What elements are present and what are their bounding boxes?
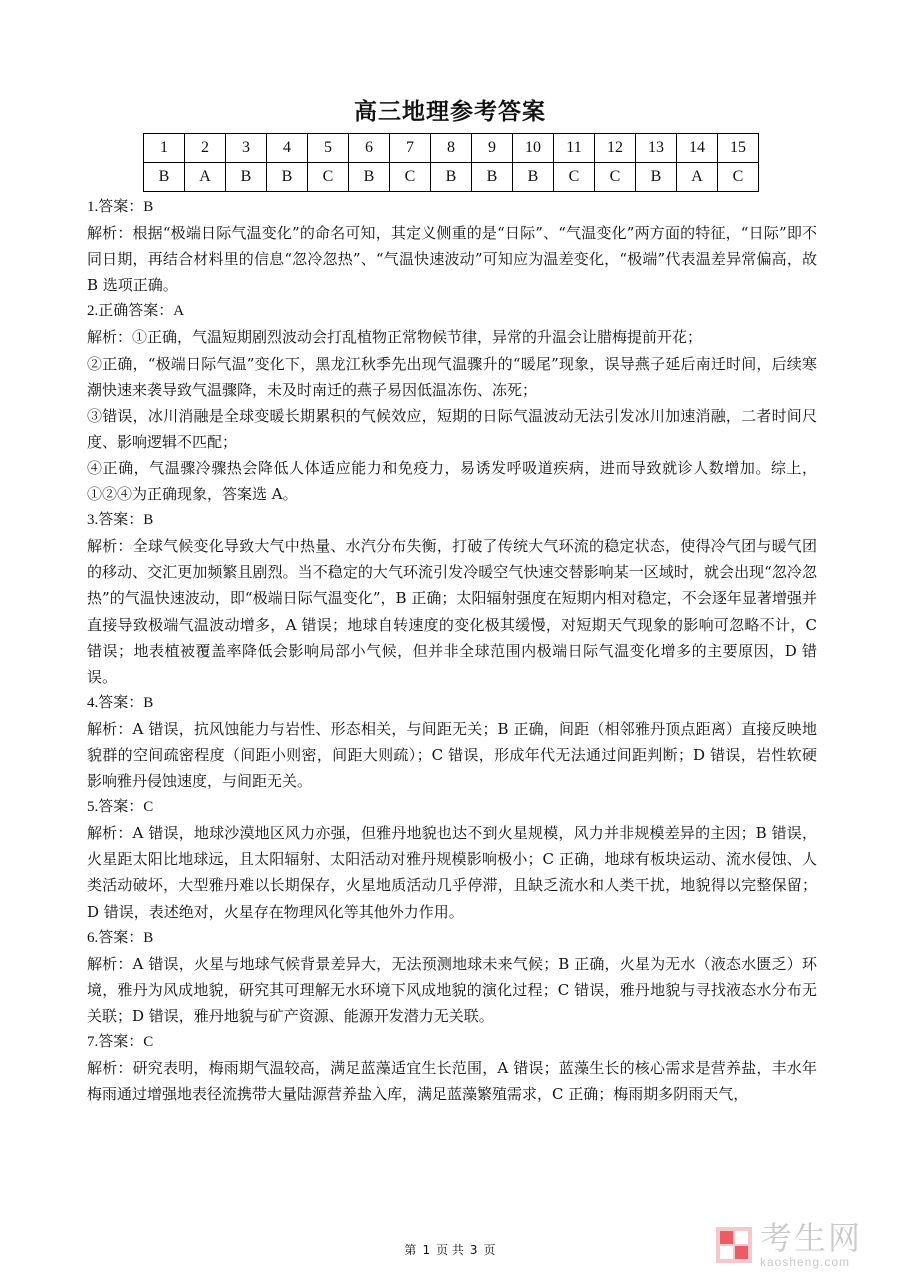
explanation-paragraph: 解析：①正确，气温短期剧烈波动会打乱植物正常物候节律，异常的升温会让腊梅提前开花；: [87, 328, 703, 347]
answer-table-answer-row: [144, 163, 759, 192]
explanation-paragraph: 解析：研究表明，梅雨期气温较高，满足蓝藻适宜生长范围，A 错误；蓝藻生长的核心需求是营养盐，丰水年梅雨通过增强地表径流携带大量陆源营养盐入库，满足蓝藻繁殖需求，C 正确；梅雨期多阴雨天气，: [87, 1059, 817, 1104]
footer-prefix: 第: [404, 1243, 417, 1257]
answer-table-question-number: 7: [390, 134, 431, 163]
answer-table-answer-cell: B: [267, 163, 308, 192]
explanation-paragraph: 解析：全球气候变化导致大气中热量、水汽分布失衡，打破了传统大气环流的稳定状态，使得冷气团与暖气团的移动、交汇更加频繁且剧烈。当不稳定的大气环流引发冷暖空气快速交替影响某一区域时，就会出现“忽冷忽热”的气温快速波动，即“极端日际气温变化”，B 正确；太阳辐射强度在短期内相对稳定，不会逐年显著增强并直接导致极端气温波动增多，A 错误；地球自转速度的变化极其缓慢，对短期天气现象的影响可忽略不计，C 错误；地表植被覆盖率降低会影响局部小气候，但并非全球范围内极端日际气温变化增多的主要原因，D 错误。: [87, 537, 817, 686]
answer-line: 5.答案：C: [87, 799, 154, 816]
answer-table-question-number: 6: [349, 134, 390, 163]
answer-line: 6.答案：B: [87, 929, 154, 946]
watermark-cn-text: 考生网: [760, 1219, 863, 1257]
answer-table-question-number: 13: [636, 134, 677, 163]
answer-table-question-number: 3: [226, 134, 267, 163]
answer-table-question-number: 5: [308, 134, 349, 163]
answer-table-header-row: [144, 134, 759, 163]
footer-mid: 页 共: [436, 1243, 464, 1257]
answer-table-answer-cell: B: [349, 163, 390, 192]
answer-table-answer-cell: C: [308, 163, 349, 192]
kaosheng-logo-icon: [714, 1225, 754, 1265]
answer-table-question-number: 12: [595, 134, 636, 163]
explanation-paragraph: 解析：A 错误，火星与地球气候背景差异大，无法预测地球未来气候；B 正确，火星为无水（液态水匮乏）环境，雅丹为风成地貌，研究其可理解无水环境下风成地貌的演化过程；C 错误，雅丹地貌与寻找液态水分布无关联；D 错误，雅丹地貌与矿产资源、能源开发潜力无关联。: [87, 954, 817, 1025]
footer-total-pages: 3: [469, 1243, 478, 1257]
answer-table-answer-cell: C: [718, 163, 759, 192]
answer-table-answer-cell: A: [677, 163, 718, 192]
footer-page-number: 1: [422, 1243, 431, 1257]
answer-table-answer-cell: B: [431, 163, 472, 192]
answer-line: 7.答案：C: [87, 1034, 154, 1050]
answer-table-answer-cell: C: [390, 163, 431, 192]
answer-table-question-number: 15: [718, 134, 759, 163]
answer-table-question-number: 14: [677, 134, 718, 163]
watermark-logo: [714, 1219, 890, 1269]
explanation-paragraph: ④正确，气温骤冷骤热会降低人体适应能力和免疫力，易诱发呼吸道疾病，进而导致就诊人数增加。综上，①②④为正确现象，答案选 A。: [87, 458, 817, 504]
answer-table-answer-cell: B: [226, 163, 267, 192]
answer-table-answer-cell: B: [513, 163, 554, 192]
answer-table-answer-cell: B: [472, 163, 513, 192]
explanation-paragraph: ②正确，“极端日际气温”变化下，黑龙江秋季先出现气温骤升的“暖尾”现象，误导燕子延后南迁时间，后续寒潮快速来袭导致气温骤降，未及时南迁的燕子易因低温冻伤、冻死；: [87, 354, 817, 399]
explanation-paragraph: 解析：根据“极端日际气温变化”的命名可知，其定义侧重的是“日际”、“气温变化”两方面的特征，“日际”即不同日期，再结合材料里的信息“忽冷忽热”、“气温快速波动”可知应为温差变化，“极端”代表温差异常偏高，故 B 选项正确。: [87, 224, 817, 295]
watermark-en-text: kaosheng.com: [760, 1255, 851, 1269]
answer-line: 3.答案：B: [87, 512, 154, 529]
answer-explanations: [87, 194, 817, 1107]
answer-line: 1.答案：B: [87, 199, 154, 215]
explanation-paragraph: ③错误，冰川消融是全球变暖长期累积的气候效应，短期的日际气温波动无法引发冰川加速消融，二者时间尺度、影响逻辑不匹配；: [87, 406, 817, 451]
answer-table-question-number: 11: [554, 134, 595, 163]
answer-line: 2.正确答案：A: [87, 303, 185, 320]
answer-line: 4.答案：B: [87, 694, 154, 711]
answer-table-answer-cell: C: [595, 163, 636, 192]
footer-suffix: 页: [483, 1243, 496, 1257]
answer-table-question-number: 2: [185, 134, 226, 163]
explanation-paragraph: 解析：A 错误，抗风蚀能力与岩性、形态相关，与间距无关；B 正确，间距（相邻雅丹顶点距离）直接反映地貌群的空间疏密程度（间距小则密，间距大则疏）；C 错误，形成年代无法通过间距判断；D 错误，岩性软硬影响雅丹侵蚀速度，与间距无关。: [87, 719, 817, 791]
explanation-paragraph: 解析：A 错误，地球沙漠地区风力亦强，但雅丹地貌也达不到火星规模，风力并非规模差异的主因；B 错误，火星距太阳比地球远，且太阳辐射、太阳活动对雅丹规模影响极小；C 正确，地球有板块运动、流水侵蚀、人类活动破坏，大型雅丹难以长期保存，火星地质活动几乎停滞，且缺乏流水和人类干扰，地貌得以完整保留；D 错误，表述绝对，火星存在物理风化等其他外力作用。: [87, 824, 817, 921]
answer-table-answer-cell: A: [185, 163, 226, 192]
answer-table-answer-cell: C: [554, 163, 595, 192]
answer-table-question-number: 10: [513, 134, 554, 163]
answer-table-question-number: 9: [472, 134, 513, 163]
answer-table-question-number: 1: [144, 134, 185, 163]
answer-table-answer-cell: B: [636, 163, 677, 192]
answer-table-question-number: 4: [267, 134, 308, 163]
answer-table-question-number: 8: [431, 134, 472, 163]
answer-table: [143, 133, 759, 192]
page-title: 高三地理参考答案: [354, 99, 546, 125]
answer-table-answer-cell: B: [144, 163, 185, 192]
